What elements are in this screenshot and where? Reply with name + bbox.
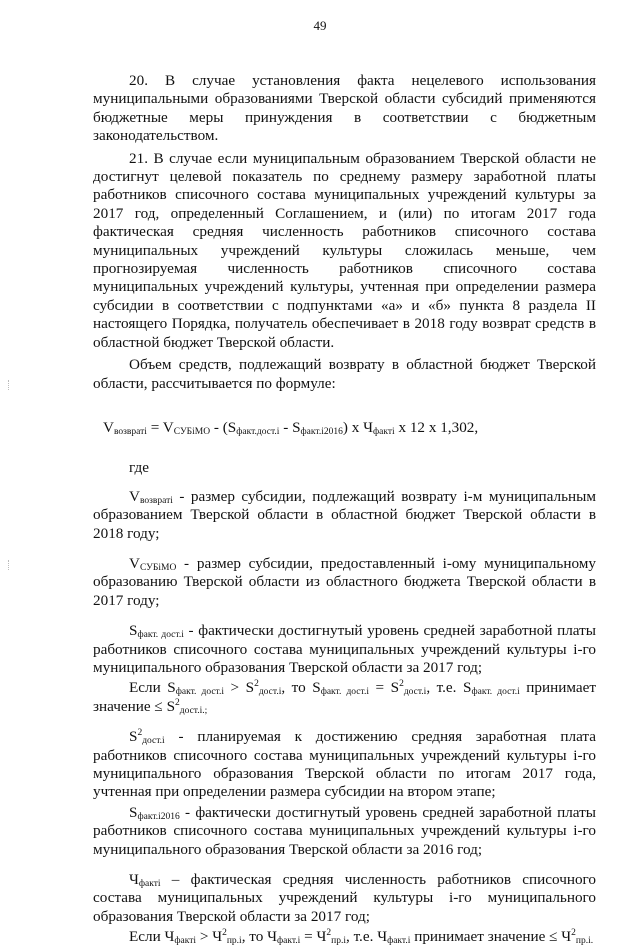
- condition-ch-fact: Если $Ч_{фактi} > Ч^2_{пр.i}$, то $Ч_{факт.i} = Ч^2_{пр.i}$, т.е. $Ч_{факт.i}$ принимает значение ≤ $Ч^2_{пр.i.}$: [129, 928, 594, 947]
- paragraph-volume: Объем средств, подлежащий возврату в областной бюджет Тверской области, рассчитывается по формуле:: [93, 356, 596, 392]
- scan-edge-mark: [8, 380, 10, 390]
- return-formula: $V_{возвратi} = V_{СУБiМО} - (S_{факт.дост.i} - S_{факт.i2016})$ x $Ч_{фактi}$ x 12 x 1,302,: [103, 418, 479, 437]
- definition-v-subsidy: $V_{СУБiМО}$ - размер субсидии, предоставленный i-ому муниципальному образованию Тверской области из областного бюджета Тверской области в 2017 году;: [93, 554, 596, 609]
- definition-v-return: $V_{возвратi}$ - размер субсидии, подлежащий возврату i-м муниципальным образованием Тверской области в областной бюджет Тверской области в 2018 году;: [93, 487, 596, 542]
- definition-s-fact-achieved: $S_{факт. дост.i}$ - фактически достигнутый уровень средней заработной платы работников списочного состава муниципальных учреждений культуры i-го муниципального образования Тверской области за 2017 год;: [93, 622, 596, 676]
- page-number: 49: [313, 18, 327, 33]
- definition-ch-fact: $Ч_{фактi}$ – фактическая средняя численность работников списочного состава муниципальных учреждений культуры i-го муниципального образования Тверской области за 2017 год;: [93, 871, 596, 925]
- scan-edge-mark: [8, 560, 10, 570]
- condition-s-fact: Если $S_{факт. дост.i} > S^2_{дост.i}$, то $S_{факт. дост.i} = S^2_{дост.i}$, т.е. $S_{факт. дост.i}$ принимает значение ≤ $S^2_{дост.i.;}$: [93, 679, 597, 716]
- document-body: [93, 72, 596, 947]
- paragraph-20: 20. В случае установления факта нецелевого использования муниципальными образованиями Тверской области субсидий применяются бюджетные меры принуждения в соответствии с бюджетным законодательством.: [93, 72, 596, 145]
- definition-s2-planned: $S^2_{дост.i}$ - планируемая к достижению средняя заработная плата работников списочного состава муниципальных учреждений культуры i-го муниципального образования Тверской области по итогам 2017 года, учтенная при определении размера субсидии на втором этапе;: [93, 728, 596, 801]
- where-label: где: [129, 459, 149, 477]
- paragraph-21: 21. В случае если муниципальным образованием Тверской области не достигнут целевой показатель по среднему размеру заработной платы работников списочного состава муниципальных учреждений культуры за 2017 год, определенный Соглашением, и (или) по итогам 2017 года фактическая средняя численность работников списочного состава муниципальных учреждений культуры сложилась меньше, чем прогнозируемая численность работников списочного состава муниципальных учреждений культуры, учтенная при определении размера субсидии в соответствии с подпунктами «а» и «б» пункта 8 раздела II настоящего Порядка, получатель обеспечивает в 2018 году возврат средств в областной бюджет Тверской области.: [93, 149, 596, 351]
- definition-s-fact-2016: $S_{факт.i2016}$ - фактически достигнутый уровень средней заработной платы работников списочного состава муниципальных учреждений культуры i-го муниципального образования Тверской области за 2016 год;: [93, 803, 596, 858]
